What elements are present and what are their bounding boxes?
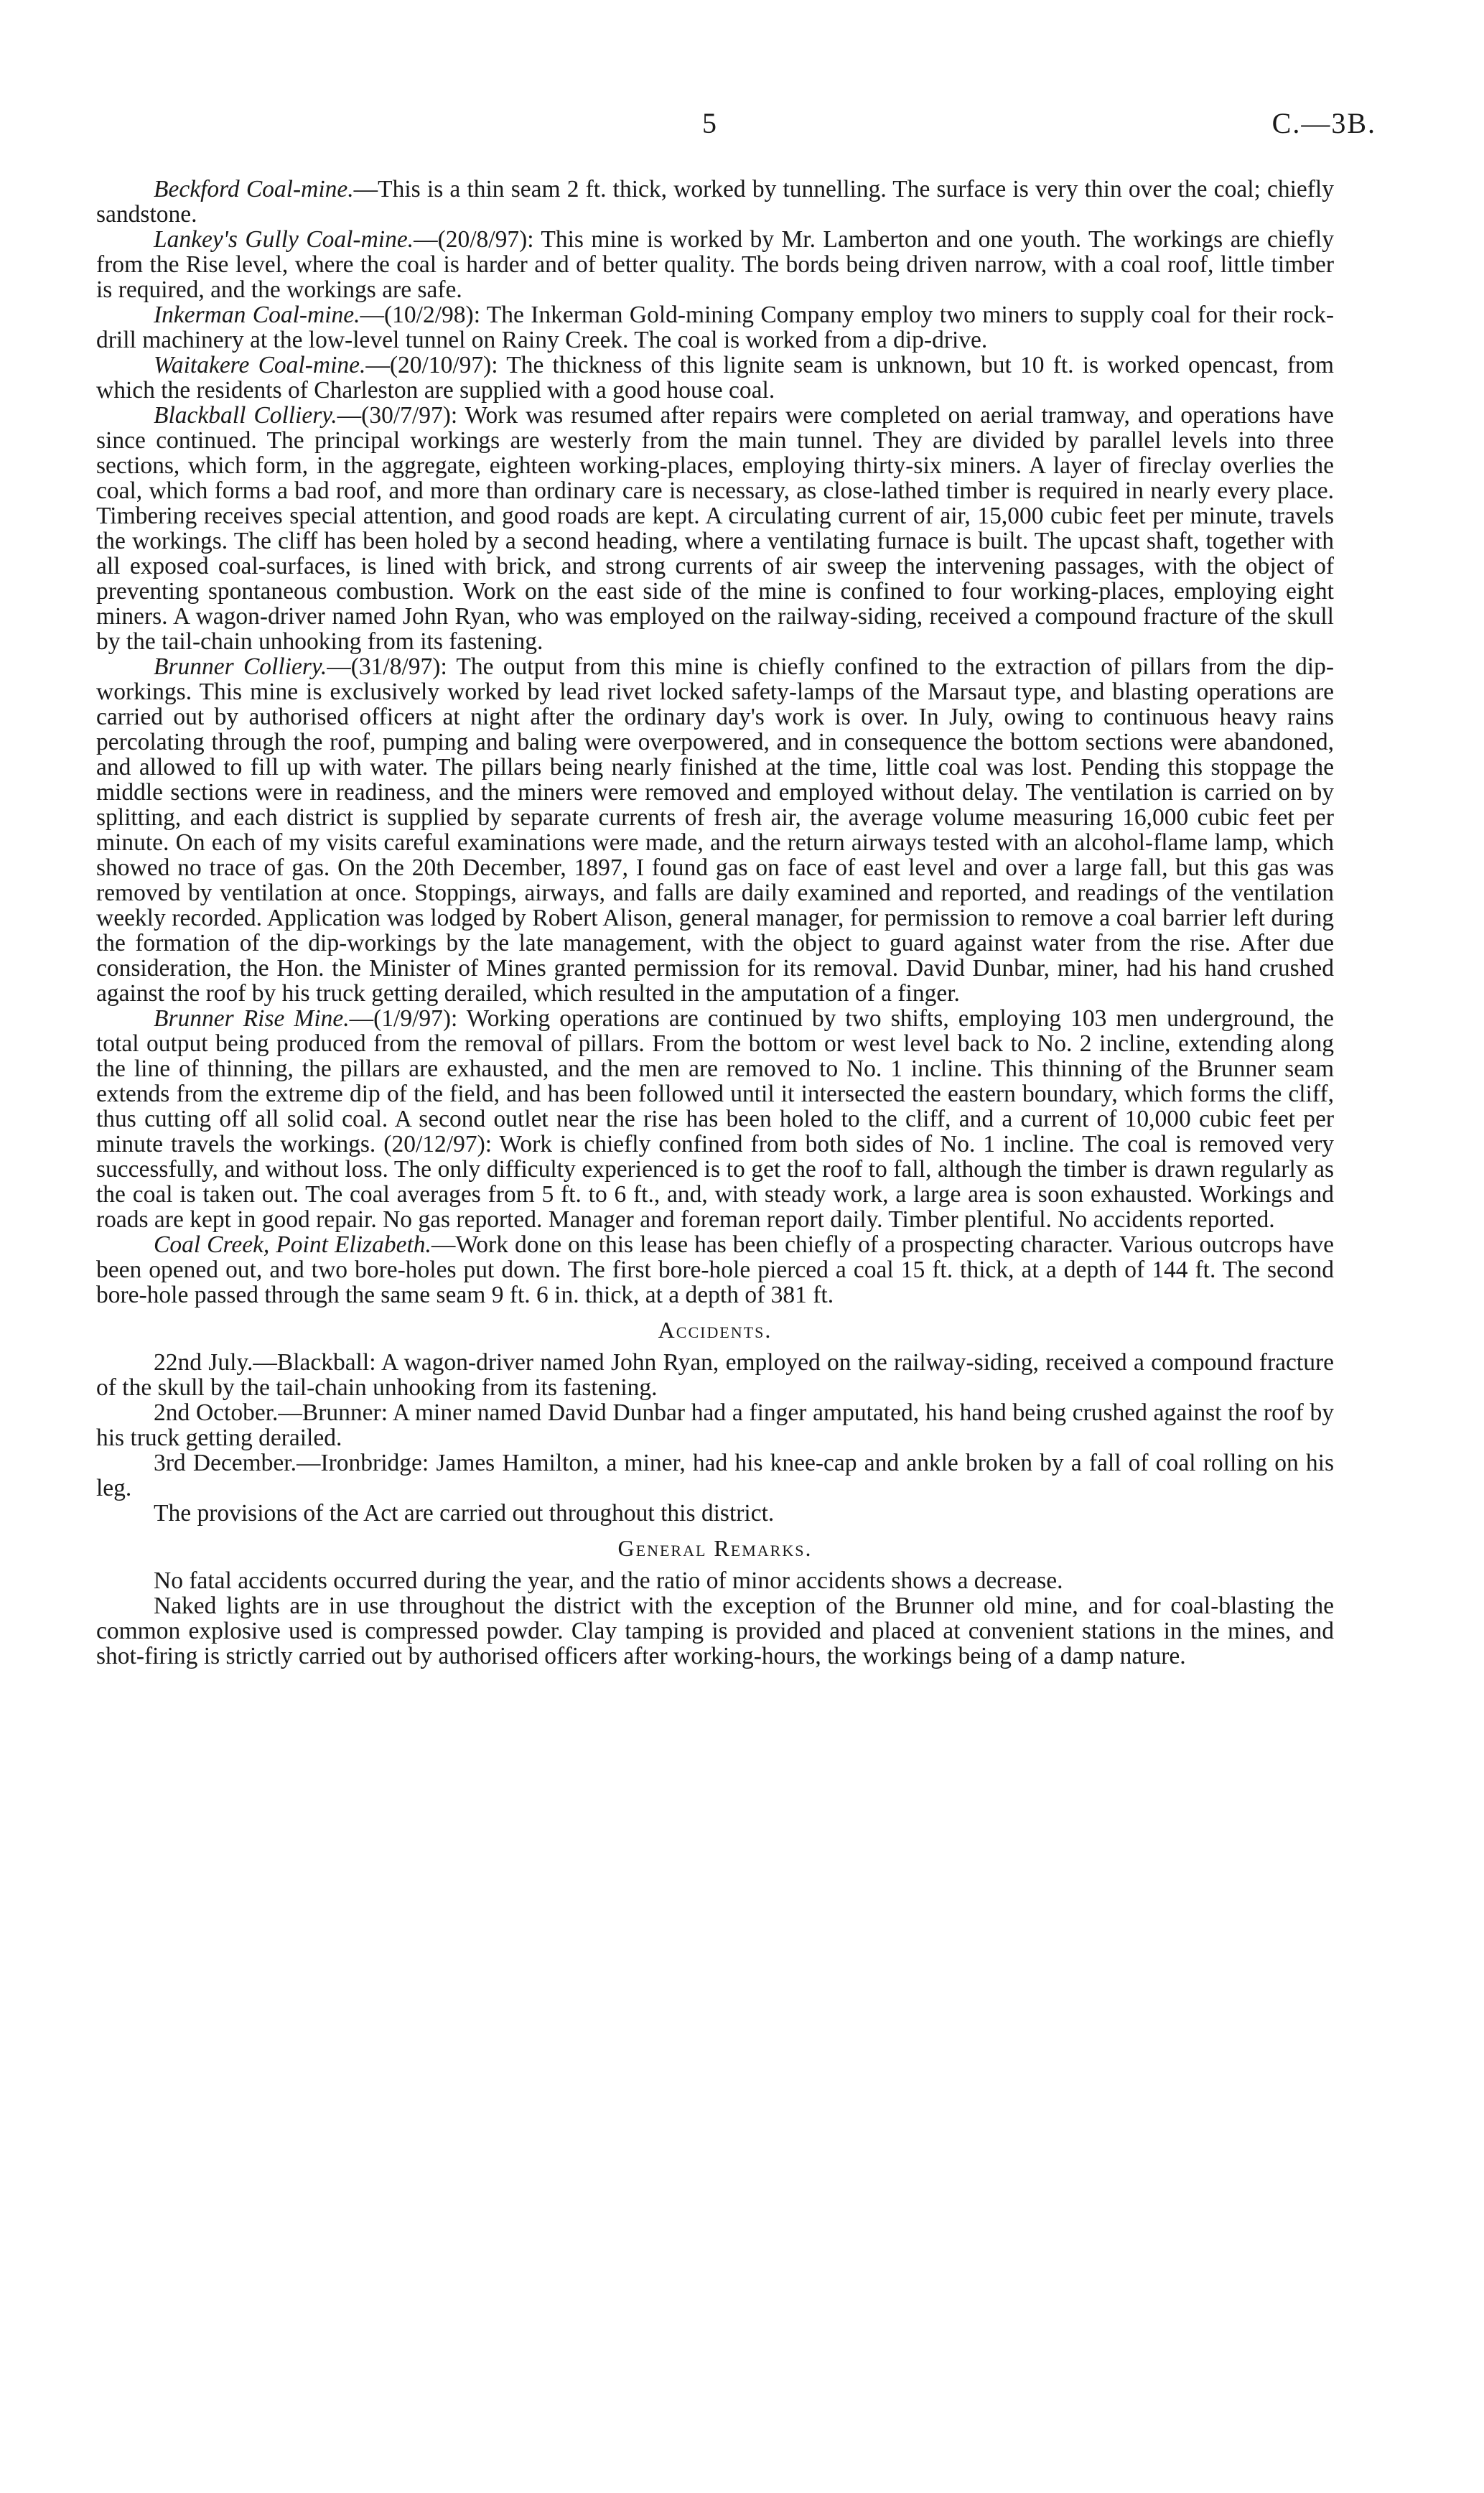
paragraph-coal-creek: Coal Creek, Point Elizabeth.—Work done on this lease has been chiefly of a prospecting character. Various outcrops have been opened out, and two bore-holes put down. The first bore-hole pierced a coal 15 ft. thick, at a depth of 144 ft. The second bore-hole passed through the same seam 9 ft. 6 in. thick, at a depth of 381 ft. — [96, 1231, 1335, 1308]
page-header — [0, 106, 1484, 142]
accident-item: 2nd October.—Brunner: A miner named David Dunbar had a finger amputated, his hand being crushed against the roof by his truck getting derailed. — [96, 1399, 1334, 1451]
paragraph-beckford: Beckford Coal-mine.—This is a thin seam 2 ft. thick, worked by tunnelling. The surface is very thin over the coal; chiefly sandstone. — [96, 176, 1334, 228]
paragraph-brunner-colliery: Brunner Colliery.—(31/8/97): The output from this mine is chiefly confined to the extraction of pillars from the dip-workings. This mine is exclusively worked by lead rivet locked safety-lamps of the Marsaut type, and blasting operations are carried out by authorised officers at night after the ordinary day's work is over. In July, owing to continuous heavy rains percolating through the roof, pumping and baling were overpowered, and in consequence the bottom sections were abandoned, and allowed to fill up with water. The pillars being nearly finished at the time, little coal was lost. Pending this stoppage the middle sections were in readiness, and the miners were removed and employed without delay. The ventilation is carried on by splitting, and each district is supplied by separate currents of fresh air, the average volume measuring 16,000 cubic feet per minute. On each of my visits careful examinations were made, and the return airways tested with an alcohol-flame lamp, which showed no trace of gas. On the 20th December, 1897, I found gas on face of east level and over a large fall, but this gas was removed by ventilation at once. Stoppings, airways, and falls are daily examined and reported, and readings of the ventilation weekly recorded. Application was lodged by Robert Alison, general manager, for permission to remove a coal barrier left during the formation of the dip-workings by the late management, with the object to guard against water from the rise. After due consideration, the Hon. the Minister of Mines granted permission for its removal. David Dunbar, miner, had his hand crushed against the roof by his truck getting derailed, which resulted in the amputation of a finger. — [96, 653, 1334, 1007]
paragraph-blackball: Blackball Colliery.—(30/7/97): Work was resumed after repairs were completed on aerial tramway, and operations have since continued. The principal workings are westerly from the main tunnel. They are divided by parallel levels into three sections, which form, in the aggregate, eighteen working-places, employing thirty-six miners. A layer of fireclay overlies the coal, which forms a bad roof, and more than ordinary care is necessary, as close-lathed timber is required in nearly every place. Timbering receives special attention, and good roads are kept. A circulating current of air, 15,000 cubic feet per minute, travels the workings. The cliff has been holed by a second heading, where a ventilating furnace is built. The upcast shaft, together with all exposed coal-surfaces, is lined with brick, and strong currents of air sweep the intervening passages, with the object of preventing spontaneous combustion. Work on the east side of the mine is confined to four working-places, employing eight miners. A wagon-driver named John Ryan, who was employed on the railway-siding, received a compound fracture of the skull by the tail-chain unhooking from its fastening. — [96, 402, 1334, 655]
accident-item: 3rd December.—Ironbridge: James Hamilton, a miner, had his knee-cap and ankle broken by a fall of coal rolling on his leg. — [96, 1450, 1334, 1501]
paragraph-inkerman: Inkerman Coal-mine.—(10/2/98): The Inkerman Gold-mining Company employ two miners to supply coal for their rock-drill machinery at the low-level tunnel on Rainy Creek. The coal is worked from a dip-drive. — [96, 302, 1334, 353]
paragraph-brunner-rise: Brunner Rise Mine.—(1/9/97): Working operations are continued by two shifts, employing 103 men underground, the total output being produced from the removal of pillars. From the bottom or west level back to No. 2 incline, extending along the line of thinning, the pillars are exhausted, and the men are removed to No. 1 incline. This thinning of the Brunner seam extends from the extreme dip of the field, and has been followed until it intersected the eastern boundary, which forms the cliff, thus cutting off all solid coal. A second outlet near the rise has been holed to the cliff, and a current of 10,000 cubic feet per minute travels the workings. (20/12/97): Work is chiefly confined from both sides of No. 1 incline. The coal is removed very successfully, and without loss. The only difficulty experienced is to get the roof to fall, although the timber is drawn regularly as the coal is taken out. The coal averages from 5 ft. to 6 ft., and, with steady work, a large area is soon exhausted. Workings and roads are kept in good repair. No gas reported. Manager and foreman report daily. Timber plentiful. No accidents reported. — [96, 1005, 1334, 1233]
accidents-note: The provisions of the Act are carried out throughout this district. — [154, 1500, 775, 1527]
remarks-paragraph: No fatal accidents occurred during the year, and the ratio of minor accidents shows a decrease. — [154, 1567, 1063, 1594]
page-number: 5 — [702, 107, 717, 139]
document-reference: C.—3B. — [1271, 107, 1376, 139]
general-remarks-heading: General Remarks. — [617, 1535, 813, 1561]
paragraph-waitakere: Waitakere Coal-mine.—(20/10/97): The thickness of this lignite seam is unknown, but 10 ft. is worked opencast, from which the residents of Charleston are supplied with a good house coal. — [96, 352, 1334, 404]
page-body — [96, 177, 1334, 1669]
paragraph-lankeys-gully: Lankey's Gully Coal-mine.—(20/8/97): This mine is worked by Mr. Lamberton and one youth. The workings are chiefly from the Rise level, where the coal is harder and of better quality. The bords being driven narrow, with a coal roof, little timber is required, and the workings are safe. — [96, 226, 1334, 303]
accident-item: 22nd July.—Blackball: A wagon-driver named John Ryan, employed on the railway-siding, received a compound fracture of the skull by the tail-chain unhooking from its fastening. — [96, 1349, 1334, 1401]
accidents-heading: Accidents. — [658, 1317, 773, 1343]
remarks-paragraph: Naked lights are in use throughout the district with the exception of the Brunner old mine, and for coal-blasting the common explosive used is compressed powder. Clay tamping is provided and placed at convenient stations in the mines, and shot-firing is strictly carried out by authorised officers after working-hours, the workings being of a damp nature. — [96, 1593, 1334, 1669]
